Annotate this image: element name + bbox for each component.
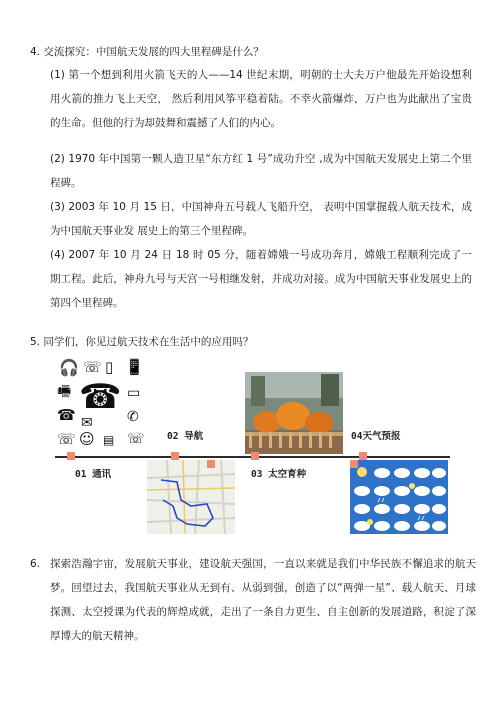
headset-icon: 🎧 (59, 358, 79, 377)
space-applications-infographic (55, 354, 455, 538)
fax-icon: ▤ (103, 433, 115, 447)
q4-item-3: (3) 2003 年 10 月 15 日，中国神舟五号载人飞船升空， 表明中国掌握载人航天技术，成为中国航天事业发 展史上的第三个里程碑。 (50, 201, 472, 237)
q4-item-4: (4) 2007 年 10 月 24 日 18 时 05 分，随着嫦娥一号成功奔月，嫦娥工程顺利完成了一期工程。此后，神舟九号与天宫一号相继发射，并成功对接。成为中国航天事业发展史上的第四个里程碑。 (50, 249, 472, 309)
timeline-marker (171, 452, 179, 460)
q4-item-1: (1) 第一个想到利用火箭飞天的人——14 世纪末期，明朝的士大夫万户他最先开始设想利用火箭的推力飞上天空， 然后利用风筝平稳着陆。不幸火箭爆炸，万户也为此献出了宝贵的生命。但他的行为却鼓舞和震撼了人们的内心。 (50, 69, 472, 129)
q6-block (30, 552, 476, 648)
space-seed-pumpkin-photo (245, 372, 343, 454)
fax-icon: 🖷 (57, 382, 72, 400)
label-communication: 01 通讯 (75, 469, 112, 480)
label-weather-forecast: 04天气预报 (351, 431, 401, 442)
handset-icon: ✆ (127, 409, 139, 425)
label-navigation: 02 导航 (167, 431, 204, 442)
handset-icon: ☏ (127, 431, 145, 447)
label-space-breeding: 03 太空育种 (251, 469, 307, 480)
q4-title: 4. 交流探究：中国航天发展的四大里程碑是什么？ (30, 46, 264, 58)
telephone-icon: ☎ (57, 406, 76, 424)
timeline-marker (251, 452, 259, 460)
call-center-icon: ☏ (57, 430, 76, 448)
communication-icons (55, 358, 145, 454)
q6-text: 探索浩瀚宇宙，发展航天事业，建设航天强国，一直以来就是我们中华民族不懈追求的航天梦。回望过去，我国航天事业从无到有、从弱到强，创造了以“两弹一星”、载人航天、月球探测、太空授课为代表的辉煌成就，走出了一条自力更生、自主创新的发展道路，积淀了深厚博大的航天精神。 (50, 558, 476, 642)
q4-item-2: (2) 1970 年中国第一颗人造卫星“东方红 1 号”成功升空 ,成为中国航天发展史上第二个里程碑。 (50, 153, 472, 189)
phone-icon: ☏ (83, 358, 102, 376)
timeline-marker (67, 452, 75, 460)
navigation-map (147, 460, 235, 534)
telephone-icon: ☎ (79, 377, 122, 417)
q5-title: 5. 同学们，你见过航天技术在生活中的应用吗？ (30, 336, 254, 348)
weather-icons-panel (350, 460, 448, 534)
q6-number: 6. (30, 558, 41, 570)
mobile-phone-icon: 📱 (125, 358, 144, 376)
timeline-marker (359, 452, 367, 460)
envelope-icon: ✉ (81, 415, 93, 431)
call-center-icon: ☺ (79, 430, 95, 448)
mobile-phone-icon: ▭ (127, 385, 141, 401)
mobile-phone-icon: ▯ (105, 358, 114, 376)
